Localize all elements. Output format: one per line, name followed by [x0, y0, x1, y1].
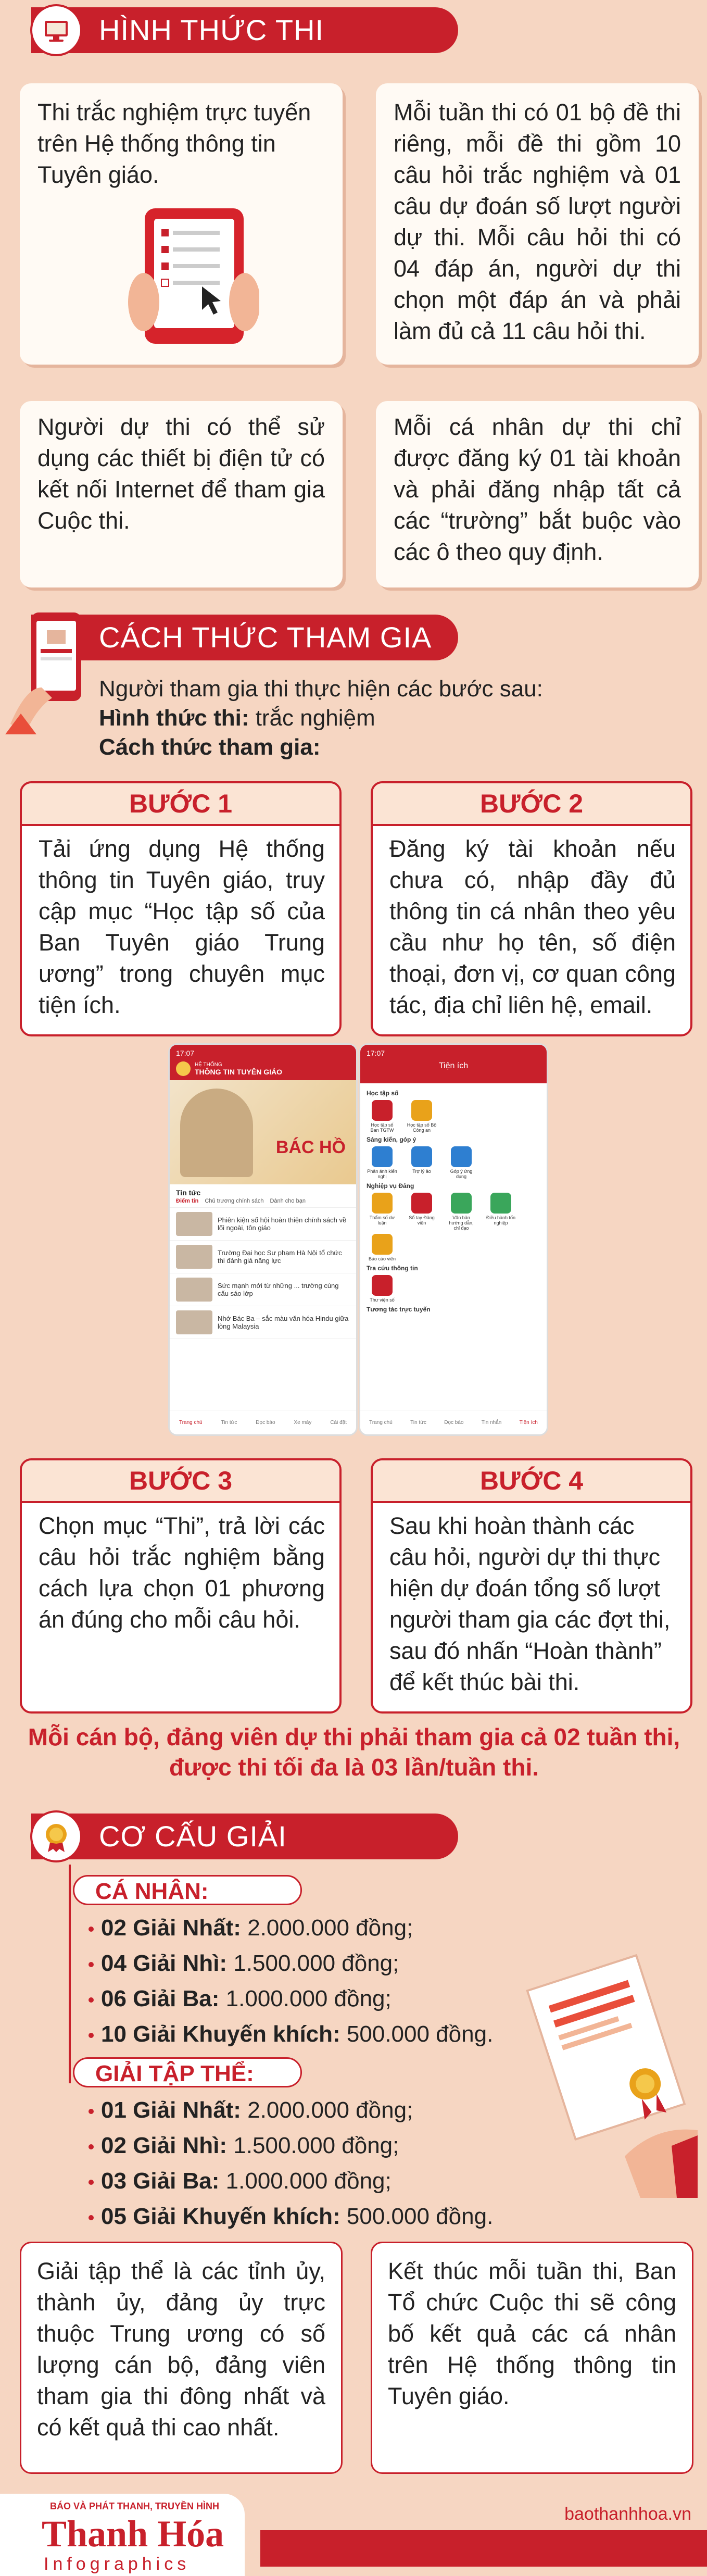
- opinion-icon: [372, 1193, 393, 1214]
- nav-settings[interactable]: Cài đặt: [330, 1419, 347, 1425]
- portrait-illustration: [180, 1089, 253, 1177]
- nav-read[interactable]: Đọc báo: [256, 1419, 275, 1425]
- prize-amount: 1.000.000 đồng;: [219, 2168, 392, 2194]
- group-label: Học tập số: [367, 1090, 399, 1097]
- utility-item[interactable]: [367, 1234, 398, 1261]
- nav-utilities[interactable]: Tiện ích: [519, 1419, 538, 1425]
- note-card-group-prize: [20, 2242, 343, 2474]
- bullet-icon: [89, 1927, 94, 1932]
- info-card-account: [376, 401, 699, 587]
- utility-item[interactable]: [367, 1275, 398, 1303]
- assistant-icon: [411, 1146, 432, 1167]
- prize-item: [89, 2128, 399, 2164]
- utility-item[interactable]: [406, 1100, 437, 1133]
- intro-line: Người tham gia thi thực hiện các bước sau:: [99, 676, 543, 702]
- step-card-2: [371, 781, 692, 1036]
- medal-icon: [30, 1810, 82, 1862]
- tablet-illustration: [124, 198, 259, 354]
- utility-item[interactable]: [485, 1193, 516, 1231]
- tab-diem-tin[interactable]: Điểm tin: [176, 1198, 199, 1204]
- screen-header: Tiện ích: [438, 1061, 469, 1070]
- section-banner-cach-thuc: [31, 615, 458, 660]
- hero-text: BÁC HỒ: [275, 1137, 346, 1157]
- prize-item: [89, 1946, 399, 1981]
- step-title: BƯỚC 4: [373, 1460, 690, 1503]
- step-text: Đăng ký tài khoản nếu chưa có, nhập đầy đủ thông tin cá nhân theo yêu cầu như họ tên, số điện thoại, đơn vị, cơ quan công tác, địa chỉ liên hệ, email.: [389, 835, 676, 1018]
- prize-item: [89, 2199, 493, 2234]
- document-icon: [451, 1193, 472, 1214]
- step-card-3: [20, 1458, 342, 1714]
- utility-label: Học tập số Bộ Công an: [407, 1122, 437, 1133]
- news-item[interactable]: [170, 1241, 356, 1273]
- bullet-icon: [89, 1997, 94, 2003]
- utility-label: Trợ lý ảo: [412, 1169, 431, 1174]
- bottom-nav: [170, 1410, 356, 1434]
- card-text: Kết thúc mỗi tuần thi, Ban Tổ chức Cuộc thi sẽ công bố kết quả các cá nhân trên Hệ thống thông tin Tuyên giáo.: [388, 2258, 676, 2409]
- prize-name: 02 Giải Nhì:: [101, 2133, 228, 2158]
- bullet-icon: [89, 2144, 94, 2149]
- learning-icon: [372, 1100, 393, 1121]
- card-text: Người dự thi có thể sử dụng các thiết bị điện tử có kết nối Internet để tham gia Cuộc thi.: [37, 414, 325, 534]
- prize-name: 06 Giải Ba:: [101, 1986, 220, 2011]
- hero-banner: [170, 1080, 356, 1184]
- section-title: CÁCH THỨC THAM GIA: [99, 621, 432, 654]
- prize-name: 04 Giải Nhì:: [101, 1950, 228, 1976]
- group-label: Nghiệp vụ Đảng: [367, 1182, 414, 1190]
- section-title: HÌNH THỨC THI: [99, 14, 324, 46]
- tab-chu-truong[interactable]: Chủ trương chính sách: [205, 1198, 264, 1204]
- footer-sub: Infographics: [44, 2554, 191, 2574]
- nav-home[interactable]: Trang chủ: [179, 1419, 203, 1425]
- utility-label: Bảo cáo viên: [368, 1256, 396, 1261]
- utility-label: Điều hành tổn nghiệp: [486, 1215, 516, 1226]
- section-title: CƠ CẤU GIẢI: [99, 1820, 287, 1853]
- bullet-icon: [89, 2215, 94, 2220]
- news-thumbnail: [176, 1278, 212, 1302]
- utility-label: Thư viện số: [370, 1297, 395, 1303]
- info-card-online-test: [20, 83, 343, 365]
- info-card-exam-structure: [376, 83, 699, 365]
- step-title: BƯỚC 3: [22, 1460, 339, 1503]
- utility-label: Văn bản hướng dẫn, chỉ đạo: [449, 1215, 474, 1231]
- footer-stripe: [260, 2530, 707, 2567]
- news-title: Sức mạnh mới từ những ... trường cùng cấu sáo lớp: [218, 1282, 339, 1297]
- prize-name: 01 Giải Nhất:: [101, 2097, 241, 2123]
- method-label: Cách thức tham gia:: [99, 734, 321, 760]
- bullet-icon: [89, 2033, 94, 2038]
- section-banner-co-cau-giai: [31, 1814, 458, 1859]
- prize-amount: 1.500.000 đồng;: [227, 1950, 399, 1976]
- news-title: Trường Đại học Sư phạm Hà Nội tổ chức thi đánh giá năng lực: [218, 1249, 342, 1265]
- section-banner-hinh-thuc-thi: [31, 7, 458, 53]
- utility-label: Sổ tay Đảng viên: [409, 1215, 435, 1226]
- phone-screenshot-utilities: [360, 1045, 547, 1434]
- card-text: Mỗi tuần thi có 01 bộ đề thi riêng, mỗi đề thi gồm 10 câu hỏi trắc nghiệm và 01 câu dự đoán số lượt người dự thi. Mỗi câu hỏi thi có 04 đáp án, người dự thi chọn một đáp án và phải làm đủ cả 11 câu hỏi thi.: [394, 99, 681, 344]
- news-item[interactable]: [170, 1273, 356, 1306]
- library-icon: [372, 1275, 393, 1296]
- status-time: 17:07: [176, 1049, 195, 1057]
- notice-line-1: Mỗi cán bộ, đảng viên dự thi phải tham gia cả 02 tuần thi,: [28, 1723, 680, 1750]
- prize-connector-line: [69, 1865, 71, 2083]
- utility-item[interactable]: [367, 1146, 398, 1179]
- note-card-results: [371, 2242, 693, 2474]
- hand-phone-icon: [5, 609, 94, 734]
- step-card-4: [371, 1458, 692, 1714]
- status-time: 17:07: [367, 1049, 385, 1057]
- nav-video[interactable]: Xe máy: [294, 1419, 312, 1425]
- app-name: THÔNG TIN TUYÊN GIÁO: [195, 1067, 282, 1076]
- bottom-nav: [360, 1410, 547, 1434]
- app-small-label: HỆ THỐNG: [195, 1061, 222, 1068]
- prize-amount: 500.000 đồng.: [340, 2021, 494, 2047]
- card-text: Giải tập thể là các tỉnh ủy, thành ủy, đảng ủy trực thuộc Trung ương có số lượng cán bộ, đảng viên tham gia thi đông nhất và có kết quả thi cao nhất.: [37, 2258, 325, 2441]
- report-icon: [372, 1234, 393, 1255]
- step-text: Sau khi hoàn thành các câu hỏi, người dự thi thực hiện dự đoán tổng số lượt người tham gia các đợt thi, sau đó nhấn “Hoàn thành” để kết thúc bài thi.: [389, 1512, 671, 1695]
- bullet-icon: [89, 1962, 94, 1967]
- news-thumbnail: [176, 1310, 212, 1334]
- news-thumbnail: [176, 1212, 212, 1236]
- prize-amount: 1.500.000 đồng;: [227, 2133, 399, 2158]
- utility-label: Học tập số Ban TGTW: [370, 1122, 394, 1133]
- prize-item: [89, 1981, 392, 2017]
- news-label: Tin tức: [176, 1189, 201, 1197]
- form-label: Hình thức thi:: [99, 705, 249, 731]
- step-title: BƯỚC 1: [22, 783, 339, 826]
- form-line: [99, 704, 375, 732]
- tab-danh-cho-ban[interactable]: Dành cho bạn: [270, 1198, 306, 1204]
- nav-read[interactable]: Đọc báo: [444, 1419, 464, 1425]
- utility-item[interactable]: [367, 1193, 398, 1231]
- step-text: Chọn mục “Thi”, trả lời các câu hỏi trắc nghiệm bằng cách lựa chọn 01 phương án đúng cho mỗi câu hỏi.: [39, 1512, 325, 1633]
- step-card-1: [20, 781, 342, 1036]
- footer: [0, 2494, 707, 2576]
- card-text: Thi trắc nghiệm trực tuyến trên Hệ thống thông tin Tuyên giáo.: [37, 99, 311, 188]
- management-icon: [490, 1193, 511, 1214]
- news-title: Phiên kiện số hội hoàn thiện chính sách về lối ngoài, tôn giáo: [218, 1216, 347, 1232]
- news-item[interactable]: [170, 1208, 356, 1241]
- utility-item[interactable]: [406, 1193, 437, 1231]
- bullet-icon: [89, 2109, 94, 2114]
- step-text: Tải ứng dụng Hệ thống thông tin Tuyên giáo, truy cập mục “Học tập số của Ban Tuyên giáo Trung ương” trong chuyên mục tiện ích.: [39, 835, 325, 1018]
- group-label: Tương tác trực tuyến: [367, 1306, 431, 1313]
- learning-icon: [411, 1100, 432, 1121]
- news-title: Nhớ Bác Ba – sắc màu văn hóa Hindu giữa lòng Malaysia: [218, 1315, 349, 1330]
- utility-item[interactable]: [446, 1146, 477, 1179]
- prize-name: 05 Giải Khuyến khích:: [101, 2204, 340, 2229]
- certificate-illustration: [521, 1927, 698, 2198]
- suggestion-icon: [451, 1146, 472, 1167]
- utility-label: Góp ý ứng dụng: [450, 1169, 473, 1179]
- utility-item[interactable]: [446, 1193, 477, 1231]
- prize-item: [89, 2093, 413, 2128]
- category-individual: CÁ NHÂN:: [73, 1875, 302, 1905]
- footer-url[interactable]: baothanhhoa.vn: [564, 2504, 691, 2524]
- feedback-icon: [372, 1146, 393, 1167]
- prize-name: 02 Giải Nhất:: [101, 1915, 241, 1941]
- group-label: Sáng kiến, góp ý: [367, 1136, 416, 1143]
- form-value: trắc nghiệm: [249, 705, 375, 731]
- prize-item: [89, 2017, 493, 2052]
- prize-name: 03 Giải Ba:: [101, 2168, 220, 2194]
- group-label: Tra cứu thông tin: [367, 1265, 418, 1272]
- nav-messages[interactable]: Tin nhắn: [481, 1419, 502, 1425]
- prize-item: [89, 1910, 413, 1946]
- info-card-devices: [20, 401, 343, 587]
- news-item[interactable]: [170, 1306, 356, 1339]
- utility-item[interactable]: [406, 1146, 437, 1179]
- news-thumbnail: [176, 1245, 212, 1269]
- utility-label: Phản ánh kiến nghị: [367, 1169, 397, 1179]
- prize-name: 10 Giải Khuyến khích:: [101, 2021, 340, 2047]
- computer-icon: [30, 4, 82, 56]
- utility-label: Thẩm số dư luận: [369, 1215, 395, 1226]
- card-text: Mỗi cá nhân dự thi chỉ được đăng ký 01 tài khoản và phải đăng nhập tất cả các “trường” bắt buộc vào các ô theo quy định.: [394, 414, 681, 565]
- nav-home[interactable]: Trang chủ: [369, 1419, 393, 1425]
- utility-item[interactable]: [367, 1100, 398, 1133]
- prize-amount: 1.000.000 đồng;: [219, 1986, 392, 2011]
- app-logo-icon: [176, 1061, 191, 1076]
- bullet-icon: [89, 2180, 94, 2185]
- prize-amount: 2.000.000 đồng;: [241, 2097, 413, 2123]
- nav-news[interactable]: Tin tức: [221, 1419, 237, 1425]
- footer-brand: Thanh Hóa: [42, 2513, 224, 2555]
- step-title: BƯỚC 2: [373, 783, 690, 826]
- handbook-icon: [411, 1193, 432, 1214]
- prize-amount: 2.000.000 đồng;: [241, 1915, 413, 1941]
- prize-amount: 500.000 đồng.: [340, 2204, 494, 2229]
- category-group: GIẢI TẬP THỂ:: [73, 2057, 302, 2087]
- notice-line-2: được thi tối đa là 03 lần/tuần thi.: [169, 1754, 539, 1781]
- footer-tagline: BÁO VÀ PHÁT THANH, TRUYỀN HÌNH: [50, 2501, 220, 2511]
- prize-item: [89, 2164, 392, 2199]
- nav-news[interactable]: Tin tức: [410, 1419, 426, 1425]
- phone-screenshot-home: [170, 1045, 356, 1434]
